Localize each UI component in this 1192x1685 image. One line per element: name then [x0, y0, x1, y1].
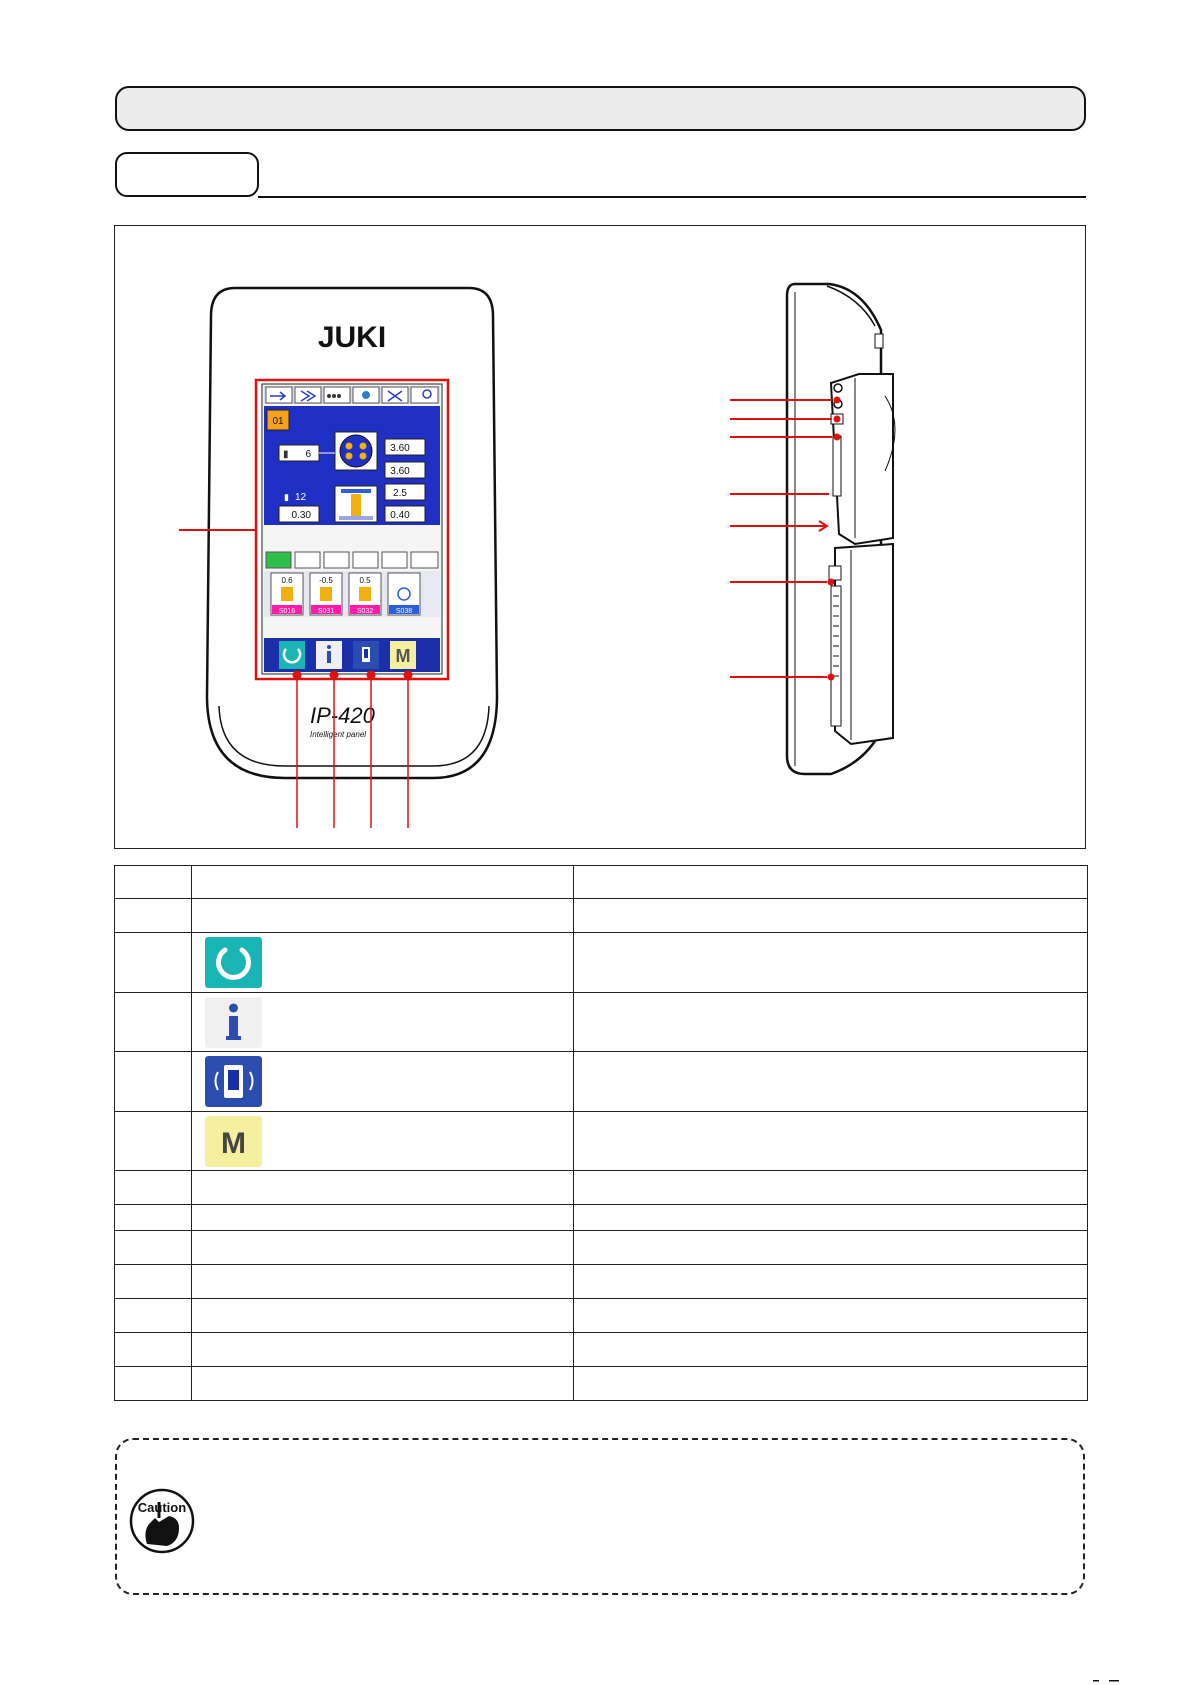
memory-switch-button[interactable] [349, 573, 381, 615]
operation-panel-figure [115, 226, 1087, 850]
table-row [115, 1333, 1088, 1367]
section-rule [258, 196, 1086, 198]
svg-text:0.6: 0.6 [281, 576, 293, 585]
svg-text:3.60: 3.60 [390, 443, 410, 454]
pattern-number-badge[interactable] [267, 410, 289, 430]
communication-key[interactable] [353, 641, 379, 669]
svg-text:0.40: 0.40 [390, 510, 410, 521]
svg-text:-0.5: -0.5 [319, 576, 333, 585]
table-row [115, 1265, 1088, 1299]
mode-key[interactable] [390, 641, 416, 669]
ready-key-icon [205, 937, 262, 988]
footer-marks [1093, 1678, 1123, 1684]
svg-text:S031: S031 [317, 608, 335, 615]
svg-text:M: M [221, 1126, 246, 1160]
top-key-5[interactable] [382, 387, 408, 403]
chapter-header-bar [115, 86, 1086, 131]
memory-switch-button[interactable] [271, 573, 303, 615]
panel-model-label: IP-420 [310, 703, 375, 728]
memory-switch-button[interactable] [310, 573, 342, 615]
svg-text:▮: ▮ [283, 449, 289, 460]
memory-switch-button[interactable] [388, 573, 420, 615]
top-key-1[interactable] [266, 387, 292, 403]
svg-text:▮: ▮ [284, 492, 289, 502]
information-key-icon [205, 997, 262, 1048]
table-row [115, 899, 1088, 933]
table-row [115, 1299, 1088, 1333]
top-key-6[interactable] [411, 387, 438, 403]
svg-text:S032: S032 [356, 608, 374, 615]
information-key[interactable] [316, 641, 342, 669]
table-row [115, 1112, 1088, 1171]
svg-text:M: M [395, 646, 411, 666]
table-row [115, 1205, 1088, 1231]
presser-value: 6 [305, 449, 311, 460]
table-row [115, 993, 1088, 1052]
parts-table [114, 865, 1088, 1401]
section-tab [115, 152, 259, 197]
communication-key-icon [205, 1056, 262, 1107]
table-row [115, 1052, 1088, 1112]
table-row [115, 933, 1088, 993]
pattern-number: 01 [272, 416, 284, 427]
needle-count-value: 12 [295, 492, 307, 503]
feed-value: 0.30 [291, 510, 311, 521]
memory-switch-buttons [264, 571, 440, 617]
svg-text:S016: S016 [278, 608, 296, 615]
caution-box [115, 1438, 1085, 1595]
svg-text:3.60: 3.60 [390, 466, 410, 477]
table-row [115, 1367, 1088, 1401]
svg-text:2.5: 2.5 [393, 488, 407, 499]
caution-icon-label: Caution [137, 1500, 187, 1515]
panel-front-view [207, 288, 497, 778]
caution-icon [129, 1488, 195, 1554]
ready-key[interactable] [279, 641, 305, 669]
svg-text:0.5: 0.5 [359, 576, 371, 585]
mode-key-icon [205, 1116, 262, 1167]
table-row [115, 1171, 1088, 1205]
table-header-row [115, 866, 1088, 899]
svg-text:S038: S038 [395, 608, 413, 615]
panel-side-view [787, 284, 895, 774]
panel-model-subtitle: Intelligent panel [310, 730, 367, 739]
panel-brand-logo: JUKI [317, 321, 387, 354]
figure-frame [114, 225, 1086, 849]
table-row [115, 1231, 1088, 1265]
top-key-bar [264, 386, 440, 404]
